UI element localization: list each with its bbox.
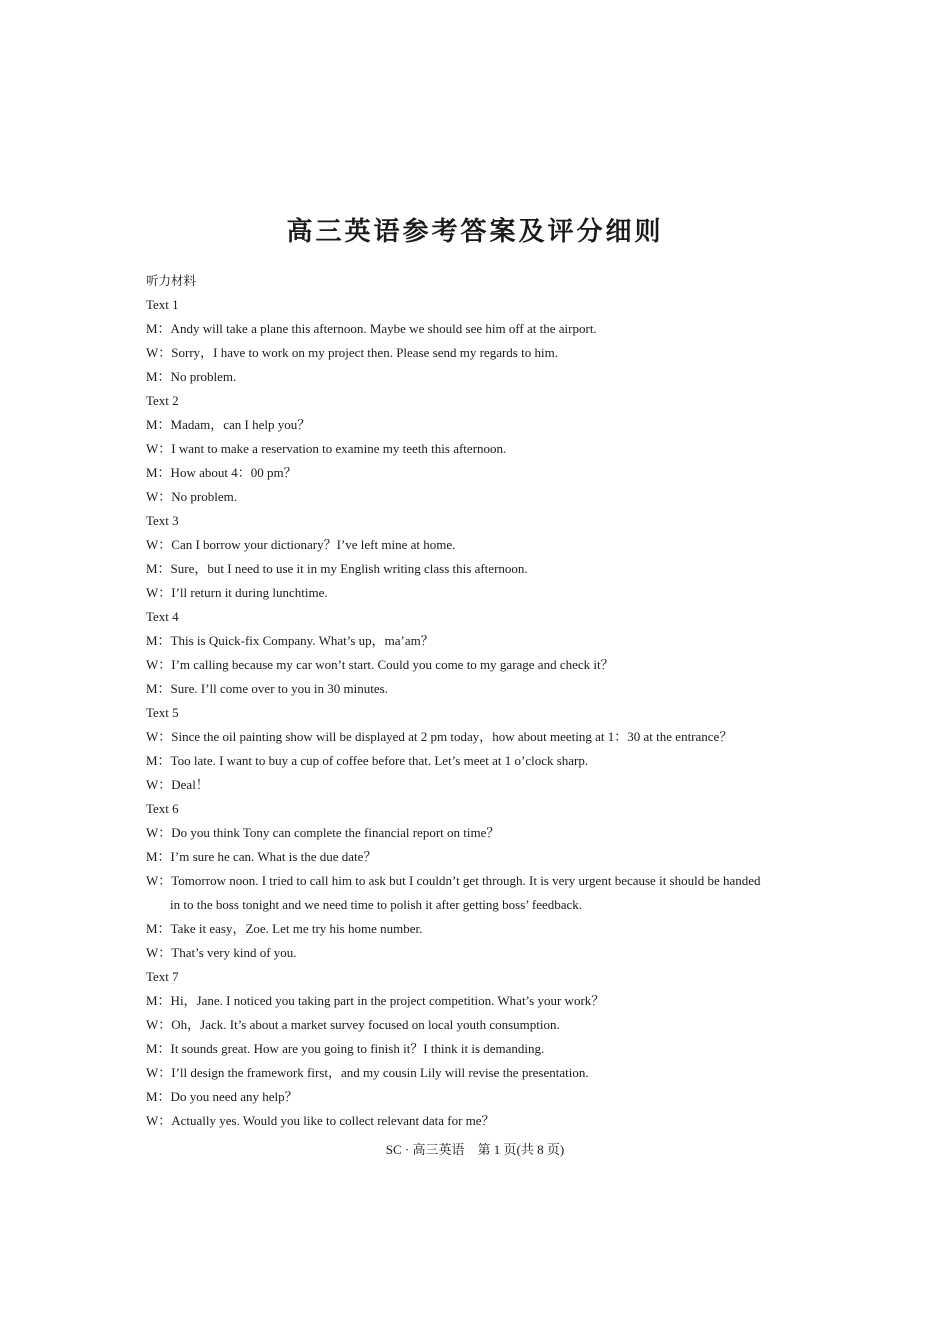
dialogue-line: W：Actually yes. Would you like to collect relevant data for me？: [146, 1113, 495, 1128]
document-title: 高三英语参考答案及评分细则: [286, 217, 664, 247]
dialogue-line: M：Sure. I’ll come over to you in 30 minutes.: [146, 681, 388, 696]
dialogue-line: W：I want to make a reservation to examine my teeth this afternoon.: [146, 441, 507, 456]
dialogue-line: M：Do you need any help？: [146, 1089, 298, 1104]
text-heading: Text 2: [146, 393, 179, 408]
text-heading: Text 3: [146, 513, 179, 528]
dialogue-line: W：I’ll design the framework first，and my cousin Lily will revise the presentation.: [146, 1065, 589, 1080]
text-heading: Text 1: [146, 297, 179, 312]
dialogue-line: M：Hi，Jane. I noticed you taking part in the project competition. What’s your work？: [146, 993, 605, 1008]
section-heading: 听力材料: [146, 273, 197, 288]
dialogue-line: M：How about 4：00 pm？: [146, 465, 297, 480]
dialogue-line: W：Do you think Tony can complete the financial report on time？: [146, 825, 500, 840]
dialogue-line-continued: in to the boss tonight and we need time to polish it after getting boss’ feedback.: [170, 897, 583, 912]
dialogue-line: M：Too late. I want to buy a cup of coffee before that. Let’s meet at 1 o’clock sharp.: [146, 753, 589, 768]
dialogue-line: M：This is Quick-fix Company. What’s up，ma’am？: [146, 633, 434, 648]
dialogue-line: M：I’m sure he can. What is the due date？: [146, 849, 377, 864]
text-heading: Text 5: [146, 705, 179, 720]
dialogue-line: W：That’s very kind of you.: [146, 945, 297, 960]
page-footer: SC · 高三英语 第 1 页(共 8 页): [385, 1142, 565, 1157]
dialogue-line: W：Can I borrow your dictionary？I’ve left mine at home.: [146, 537, 456, 552]
transcript-body: [146, 293, 816, 1133]
text-heading: Text 6: [146, 801, 179, 816]
dialogue-line: W：Sorry，I have to work on my project then. Please send my regards to him.: [146, 345, 558, 360]
dialogue-line: W：I’m calling because my car won’t start. Could you come to my garage and check it？: [146, 657, 614, 672]
dialogue-line: W：Oh，Jack. It’s about a market survey focused on local youth consumption.: [146, 1017, 560, 1032]
dialogue-line: W：I’ll return it during lunchtime.: [146, 585, 328, 600]
text-heading: Text 7: [146, 969, 179, 984]
dialogue-line: M：Madam，can I help you？: [146, 417, 311, 432]
dialogue-line: M：Andy will take a plane this afternoon. Maybe we should see him off at the airport.: [146, 321, 597, 336]
dialogue-line: M：Sure，but I need to use it in my English writing class this afternoon.: [146, 561, 528, 576]
text-heading: Text 4: [146, 609, 179, 624]
dialogue-line: W：Tomorrow noon. I tried to call him to ask but I couldn’t get through. It is very urgent because it should be handed: [146, 873, 761, 888]
dialogue-line: M：No problem.: [146, 369, 237, 384]
dialogue-line: M：Take it easy，Zoe. Let me try his home number.: [146, 921, 423, 936]
dialogue-line: W：No problem.: [146, 489, 237, 504]
dialogue-line: M：It sounds great. How are you going to finish it？I think it is demanding.: [146, 1041, 545, 1056]
dialogue-line: W：Deal！: [146, 777, 209, 792]
dialogue-line: W：Since the oil painting show will be displayed at 2 pm today，how about meeting at 1：30 at the entrance？: [146, 729, 733, 744]
